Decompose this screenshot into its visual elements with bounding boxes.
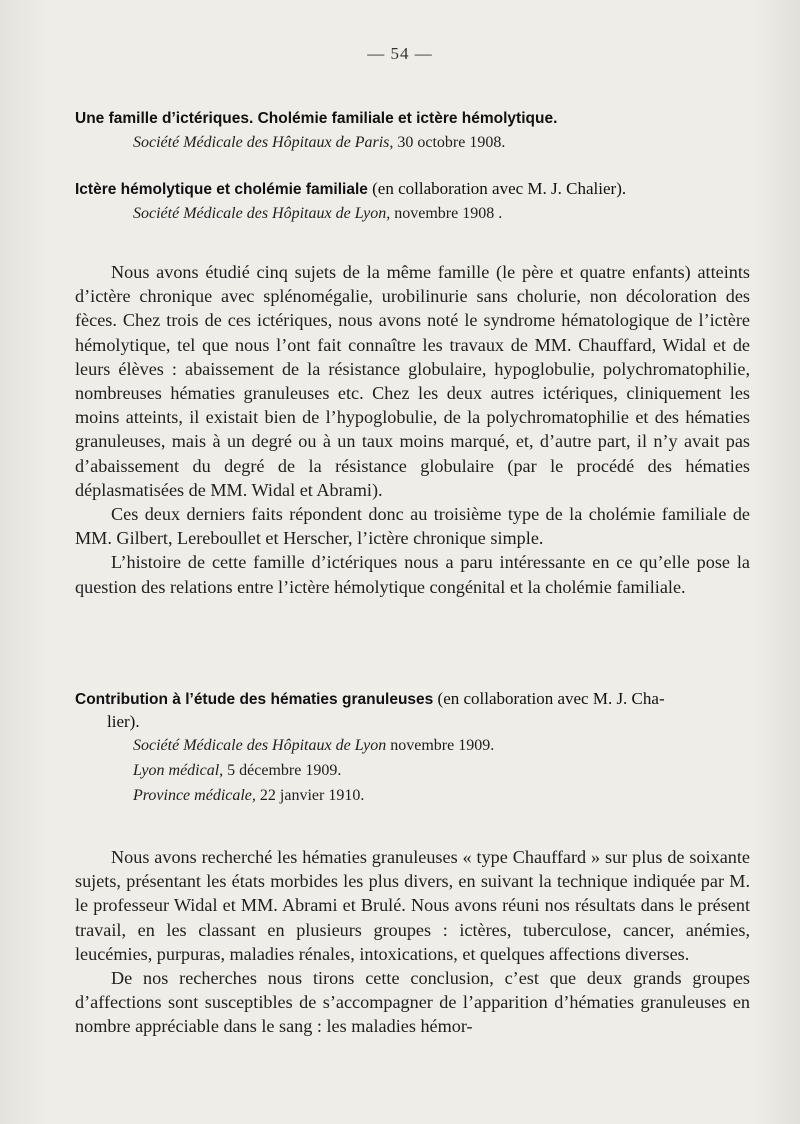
body-text-1 (75, 260, 750, 599)
source-date: 5 décembre 1909. (223, 762, 342, 779)
source-journal: Lyon médical, (133, 762, 224, 779)
body-text-2 (75, 845, 750, 1039)
entry-title-bold: Contribution à l’étude des hématies granuleuses (75, 691, 434, 708)
source-date: 22 janvier 1910. (255, 787, 365, 804)
entry-source (75, 783, 740, 808)
source-date: novembre 1909. (386, 737, 495, 754)
entry-title-rest: (en collaboration avec M. J. Cha- (433, 689, 665, 708)
paragraph: Nous avons recherché les hématies granuleuses « type Chauffard » sur plus de soixante sujets, présentant les états morbides les plus divers, en suivant la technique indiquée par M. le professeur Widal et MM. Abrami et Brulé. Nous avons réuni nos résultats dans le présent travail, en les classant en plusieurs groupes : ictères, tuberculose, cancer, anémies, leucémies, purpuras, maladies rénales, intoxications, et quelques affections diverses. (75, 847, 750, 964)
source-journal: Société Médicale des Hôpitaux de Lyon, (133, 205, 391, 222)
page-number: — 54 — (367, 44, 433, 63)
paragraph: De nos recherches nous tirons cette conclusion, c’est que deux grands groupes d’affections sont susceptibles de s’accompagner de l’apparition d’hématies granuleuses en nombre appréciable dans le sang : les maladies hémor- (75, 968, 750, 1037)
entry-title-bold: Une famille d’ictériques. Cholémie familiale et ictère hémolytique. (75, 110, 558, 127)
entry-source (75, 130, 740, 155)
bibliography-entry-2 (75, 178, 740, 226)
entry-title-continuation: lier). (107, 712, 140, 731)
source-date: 30 octobre 1908. (393, 134, 506, 151)
source-date: novembre 1908 . (390, 205, 503, 222)
paragraph: Nous avons étudié cinq sujets de la même famille (le père et quatre enfants) atteints d’ictère chronique avec splénomégalie, urobilinurie sans cholurie, non décoloration des fèces. Chez trois de ces ictériques, nous avons noté le syndrome hématologique de l’ictère hémolytique, tel que nous l’ont fait connaître les travaux de MM. Chauffard, Widal et de leurs élèves : abaissement de la résistance globulaire, hypoglobulie, polychromatophilie, nombreuses hématies granuleuses etc. Chez les deux autres ictériques, cliniquement les moins atteints, il existait bien de l’hypoglobulie, de la polychromatophilie et des hématies granuleuses, mais à un degré ou à un taux moins marqué, et, d’autre part, il n’y avait pas d’abaissement du degré de la résistance globulaire (par le procédé des hématies déplasmatisées de MM. Widal et Abrami). (75, 262, 750, 500)
source-journal: Société Médicale des Hôpitaux de Lyon (133, 737, 387, 754)
entry-title-bold: Ictère hémolytique et cholémie familiale (75, 181, 368, 198)
entry-title (75, 688, 740, 733)
entry-source (75, 733, 740, 758)
bibliography-entry-1 (75, 108, 740, 155)
entry-title (75, 178, 740, 201)
source-journal: Province médicale, (133, 787, 256, 804)
source-journal: Société Médicale des Hôpitaux de Paris, (133, 134, 394, 151)
entry-title-rest: (en collaboration avec M. J. Chalier). (367, 179, 627, 198)
entry-source (75, 201, 740, 226)
entry-title (75, 108, 740, 130)
paragraph: L’histoire de cette famille d’ictériques nous a paru intéressante en ce qu’elle pose la question des relations entre l’ictère hémolytique congénital et la cholémie familiale. (75, 552, 750, 597)
entry-source (75, 758, 740, 783)
bibliography-entry-3 (75, 688, 740, 808)
paragraph: Ces deux derniers faits répondent donc au troisième type de la cholémie familiale de MM. Gilbert, Lereboullet et Herscher, l’ictère chronique simple. (75, 504, 750, 549)
